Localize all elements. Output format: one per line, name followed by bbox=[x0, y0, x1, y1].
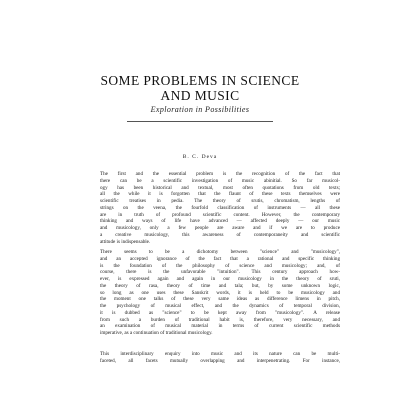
text-line: course, there is the unfavorable "intuition". This century approach how- bbox=[100, 269, 340, 276]
text-line: it is dubbed as "science" to be kept away from "musicology". A release bbox=[100, 309, 340, 316]
text-line: so long as one uses these Sanskrit words, it is held to be musicology and bbox=[100, 289, 340, 296]
text-line: and musicology, only a few people are aware and if we are to produce bbox=[100, 225, 340, 231]
text-line: attitude is indispensable. bbox=[100, 238, 151, 245]
author-name: B. C. Deva bbox=[182, 154, 218, 160]
text-line: ogy has been historical and textual, most often quotations from old texts; bbox=[100, 184, 340, 191]
text-line: an examination of musical material in terms of current scientific methods bbox=[100, 323, 340, 330]
text-line: The first and the essential problem is the recognition of the fact that bbox=[100, 171, 340, 177]
text-line: from such a burden of traditional habit is, therefore, very necessary, and bbox=[100, 316, 340, 323]
text-line: the psychology of musical effect, and the dynamics of temporal division, bbox=[100, 303, 340, 309]
text-line: This interdisciplinary enquiry into music and its nature can be multi- bbox=[100, 351, 340, 357]
text-line: imperative, as a continuation of traditional musicology. bbox=[100, 330, 213, 336]
text-line: ever, is expressed again and again in our musicology in the theory of sruti, bbox=[100, 276, 340, 282]
text-line: scientific treatises in pedia. The theory of srutis, chromatism, lengths of bbox=[100, 198, 340, 204]
text-line: There seems to be a dichotomy between "science" and "musicology", bbox=[100, 249, 340, 255]
text-line: strings on the veena, the fourfold classification of instruments — all these bbox=[100, 204, 340, 211]
article-title-line-1: SOME PROBLEMS IN SCIENCE bbox=[100, 73, 300, 88]
text-line: thinking and ways of life have advanced — affected deeply — our music bbox=[100, 218, 340, 225]
body-paragraph-2 bbox=[88, 249, 340, 337]
text-line: are in truth of profound scientific content. However, the contemporary bbox=[100, 211, 340, 218]
text-line: is the foundation of the philosophy of science and musicology; and, of bbox=[100, 262, 340, 269]
text-line: faceted, all facets mutually overlapping and interpenetrating. For instance, bbox=[100, 357, 340, 364]
body-paragraph-3 bbox=[88, 351, 340, 365]
article-title-line-2: AND MUSIC bbox=[160, 88, 240, 103]
title-divider bbox=[127, 121, 273, 122]
text-line: the moment one talks of these very same ideas as difference limens in pitch, bbox=[100, 296, 340, 303]
text-line: a creative musicology, this awareness of contemporaneity and scientific bbox=[100, 231, 340, 238]
text-line: the theory of rasa, theory of time and tala; but, by some unknown logic, bbox=[100, 282, 340, 289]
body-paragraph-1 bbox=[88, 171, 340, 245]
text-line: all the while it is forgotten that the flaunt of these texts themselves were bbox=[100, 191, 340, 198]
text-line: there can be a scientific investigation of music abinitial. So far musicol- bbox=[100, 177, 340, 184]
article-subtitle: Exploration in Possibilities bbox=[150, 105, 250, 114]
text-line: and an accepted ignorance of the fact that a rational and specific thinking bbox=[100, 255, 340, 262]
